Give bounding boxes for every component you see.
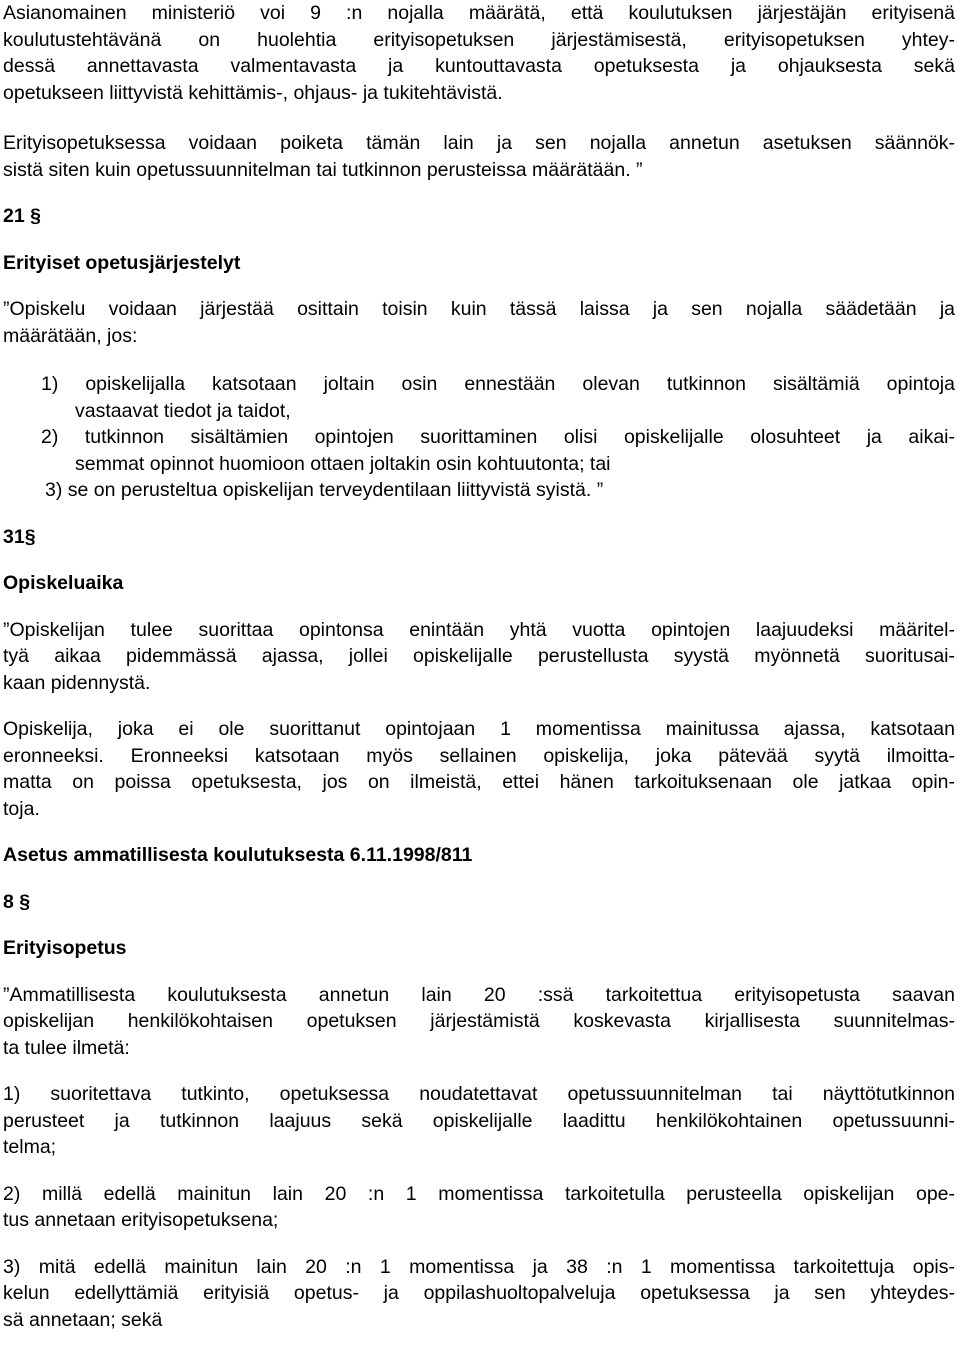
- text-line: 1) opiskelijalla katsotaan joltain osin ennestään olevan tutkinnon sisältämiä opintoja: [41, 373, 955, 395]
- section-31-number: 31§: [3, 525, 36, 548]
- intro-paragraph-2: [3, 130, 955, 183]
- decree-section-number: 8 §: [3, 890, 31, 913]
- text-line: opetukseen liittyvistä kehittämis-, ohjaus- ja tukitehtävistä.: [3, 81, 503, 104]
- section-21-number: 21 §: [3, 205, 41, 227]
- text-line: matta on poissa opetuksesta, jos on ilmeistä, ettei hänen tarkoituksenaan ole jatkaa opin-: [3, 771, 955, 793]
- intro-paragraph-1: [3, 0, 955, 106]
- section-31-title: Opiskeluaika: [3, 572, 124, 594]
- list-item: [41, 371, 955, 424]
- text-line: 2) tutkinnon sisältämien opintojen suorittaminen olisi opiskelijalle olosuhteet ja aikai-: [41, 426, 955, 448]
- section-21-lead: [3, 296, 955, 349]
- text-line: tus annetaan erityisopetuksena;: [3, 1209, 279, 1231]
- section-31-paragraph-2: [3, 716, 955, 822]
- text-line: semmat opinnot huomioon ottaen joltakin osin kohtuutonta; tai: [75, 452, 611, 475]
- text-line: tyä aikaa pidemmässä ajassa, jollei opiskelijalle perustellusta syystä myönnetä suoritusai-: [3, 645, 955, 667]
- text-line: 3) se on perusteltua opiskelijan terveydentilaan liittyvistä syistä. ”: [45, 479, 604, 501]
- text-line: ”Opiskelijan tulee suorittaa opintonsa enintään yhtä vuotta opintojen laajuudeksi määritel-: [3, 618, 955, 641]
- text-line: ”Opiskelu voidaan järjestää osittain toisin kuin tässä laissa ja sen nojalla säädetään ja: [3, 298, 955, 320]
- decree-title: Asetus ammatillisesta koulutuksesta 6.11.1998/811: [3, 844, 473, 866]
- text-line: 1) suoritettava tutkinto, opetuksessa noudatettavat opetussuunnitelman tai näyttötutkinnon: [3, 1083, 955, 1105]
- text-line: 2) millä edellä mainitun lain 20 :n 1 momentissa tarkoitetulla perusteella opiskelijan ope-: [3, 1182, 955, 1205]
- section-21-title: Erityiset opetusjärjestelyt: [3, 251, 241, 274]
- text-line: määrätään, jos:: [3, 324, 138, 347]
- text-line: eronneeksi. Eronneeksi katsotaan myös sellainen opiskelija, joka pätevää syytä ilmoitta-: [3, 744, 955, 767]
- list-item: [41, 477, 955, 504]
- text-line: koulutustehtävänä on huolehtia erityisopetuksen järjestämisestä, erityisopetuksen yhtey-: [3, 28, 955, 51]
- text-line: Asianomainen ministeriö voi 9 :n nojalla määrätä, että koulutuksen järjestäjän erityisenä: [3, 2, 955, 24]
- text-line: kaan pidennystä.: [3, 671, 151, 694]
- text-line: 3) mitä edellä mainitun lain 20 :n 1 momentissa ja 38 :n 1 momentissa tarkoitettuja opis-: [3, 1255, 955, 1278]
- text-line: vastaavat tiedot ja taidot,: [75, 399, 291, 422]
- text-line: kelun edellyttämiä erityisiä opetus- ja oppilashuoltopalveluja opetuksessa ja sen yhteydes-: [3, 1282, 955, 1304]
- text-line: sä annetaan; sekä: [3, 1308, 163, 1331]
- list-item: [41, 424, 955, 477]
- decree-item-3: [3, 1254, 955, 1334]
- decree-section-title: Erityisopetus: [3, 937, 127, 959]
- text-line: Opiskelija, joka ei ole suorittanut opintojaan 1 momentissa mainitussa ajassa, katsotaan: [3, 718, 955, 740]
- text-line: Erityisopetuksessa voidaan poiketa tämän lain ja sen nojalla annetun asetuksen säännök-: [3, 132, 955, 154]
- section-31-paragraph-1: [3, 617, 955, 697]
- text-line: dessä annettavasta valmentavasta ja kuntouttavasta opetuksesta ja ohjauksesta sekä: [3, 55, 955, 77]
- decree-item-1: [3, 1081, 955, 1161]
- decree-lead: [3, 982, 955, 1062]
- text-line: toja.: [3, 797, 40, 820]
- section-21-list: [3, 371, 955, 504]
- text-line: sistä siten kuin opetussuunnitelman tai tutkinnon perusteissa määrätään. ”: [3, 158, 643, 181]
- text-line: perusteet ja tutkinnon laajuus sekä opiskelijalle laadittu henkilökohtainen opetussuunni-: [3, 1109, 955, 1132]
- text-line: opiskelijan henkilökohtaisen opetuksen järjestämistä koskevasta kirjallisesta suunnitelmas-: [3, 1010, 955, 1032]
- text-line: telma;: [3, 1136, 57, 1158]
- decree-item-2: [3, 1181, 955, 1234]
- text-line: ta tulee ilmetä:: [3, 1036, 130, 1059]
- text-line: ”Ammatillisesta koulutuksesta annetun lain 20 :ssä tarkoitettua erityisopetusta saavan: [3, 983, 955, 1006]
